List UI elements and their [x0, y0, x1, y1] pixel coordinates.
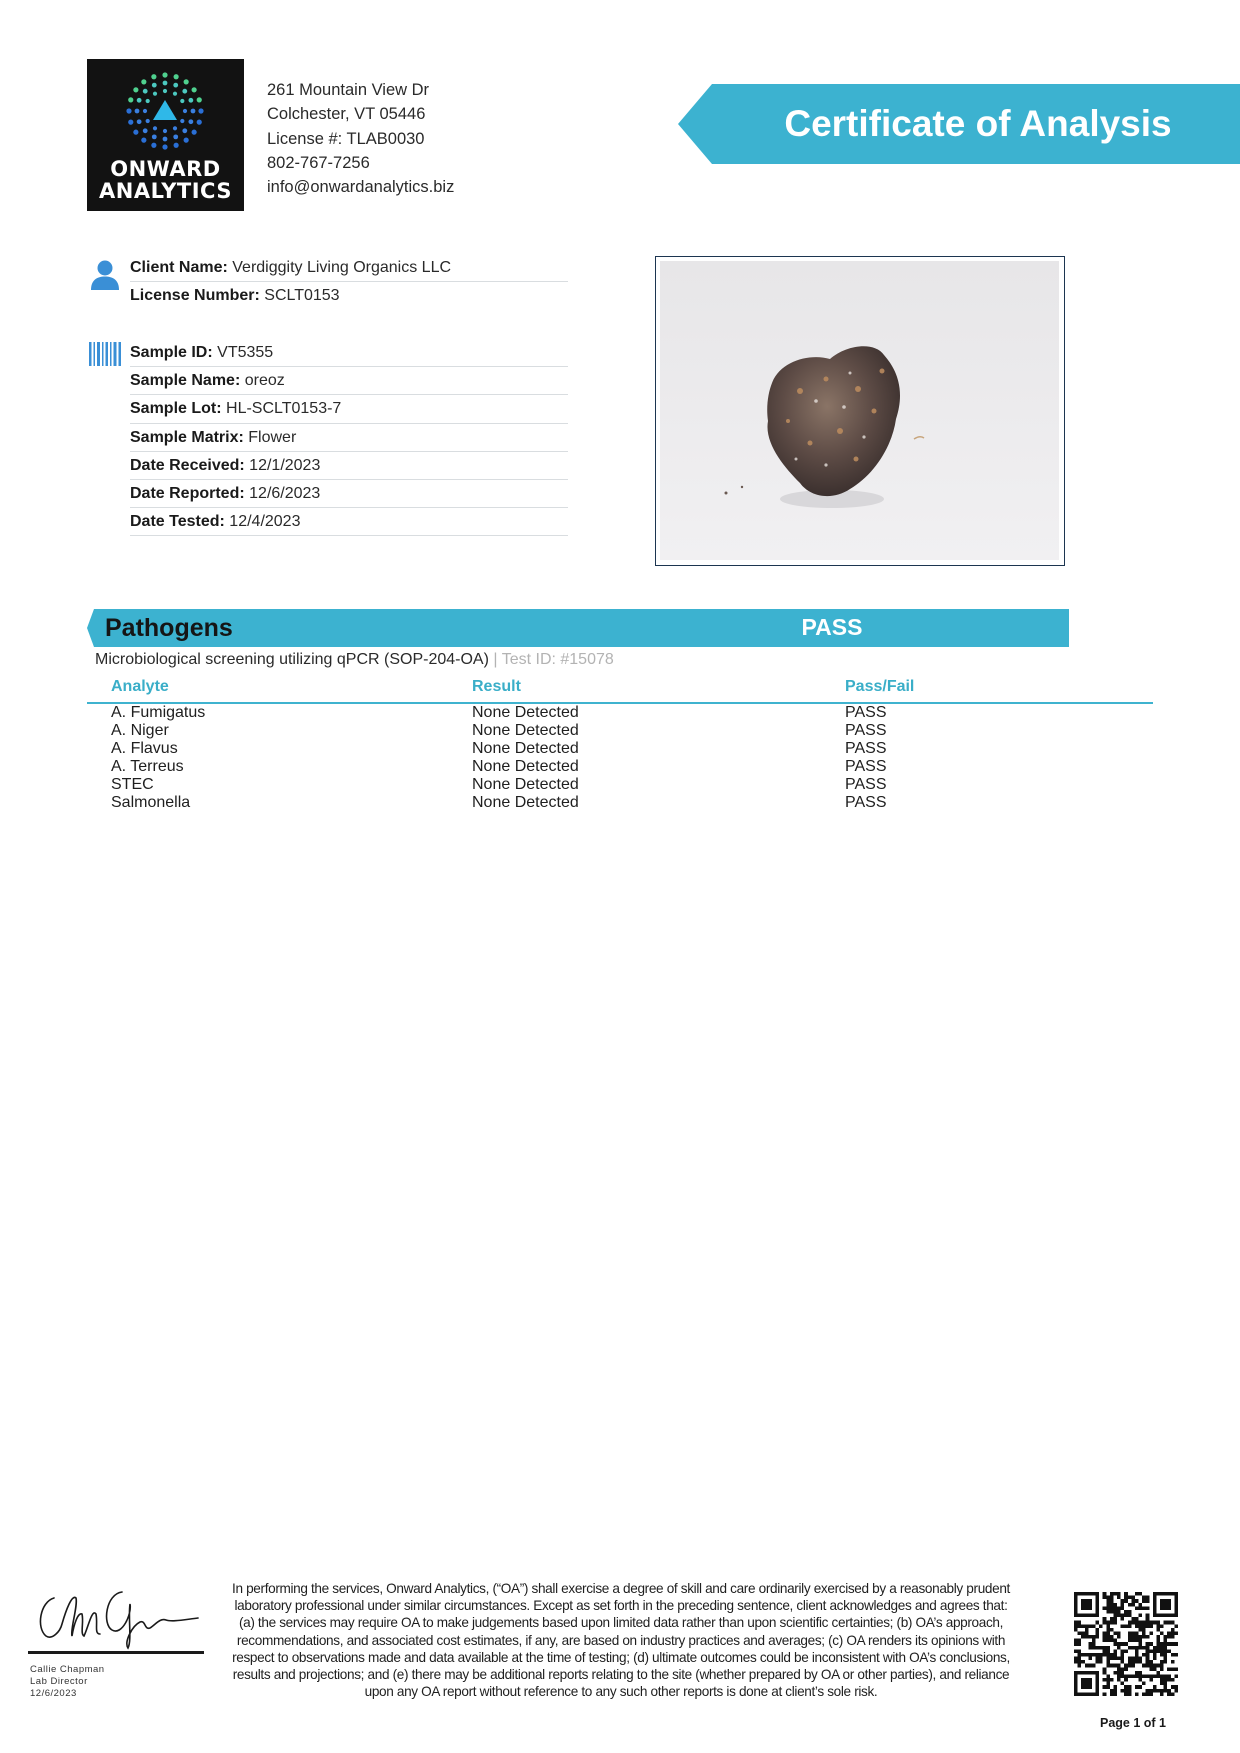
handwritten-signature [32, 1584, 202, 1650]
logo-dot [141, 79, 146, 84]
client-info [130, 254, 568, 310]
logo-dot [188, 98, 193, 103]
sample-name-label: Sample Name: [130, 372, 241, 390]
legal-disclaimer: In performing the services, Onward Analytics, (“OA”) shall exercise a degree of skill and care ordinarily exercised by a reasonably prudent laboratory professional under similar circumstances. Except as set forth in the preceding sentence, client acknowledges and agrees that: (a) the services may require OA to make judgements based upon limited data rather than upon scientific certainties; (b) OA’s approach, recommendations, and associated cost estimates, if any, are based on industry practices and averages; (c) OA renders its opinions with respect to observations made and data available at the time of testing; (d) ultimate outcomes could be inconsistent with OA’s conclusions, results and projections; and (e) there may be additional reports relating to the site (whether prepared by OA or other parties), and reliance upon any OA report without reference to any such other reports is done at client’s sole risk. [232, 1581, 1010, 1700]
page-number: Page 1 of 1 [1100, 1716, 1166, 1730]
logo-dot [197, 97, 202, 102]
logo-dot [182, 128, 187, 133]
table-row [87, 740, 1153, 758]
logo-dot [192, 130, 197, 135]
result-cell: None Detected [472, 740, 579, 757]
logo-dot [180, 99, 184, 103]
logo-dot [163, 129, 167, 133]
sample-id-label: Sample ID: [130, 344, 213, 361]
method-separator: | [493, 651, 498, 668]
sample-id-value: VT5355 [217, 344, 274, 361]
logo-dot [173, 126, 177, 130]
result-cell: None Detected [472, 704, 579, 721]
logo-dot [173, 83, 178, 88]
client-license-label: License Number: [130, 287, 260, 305]
date-received-row [130, 452, 568, 480]
result-cell: None Detected [472, 722, 579, 739]
pass-fail-cell: PASS [845, 722, 887, 739]
logo-dot [183, 109, 187, 113]
method-text: Microbiological screening utilizing qPCR (SOP-204-OA) [95, 651, 489, 668]
logo-dot [174, 74, 179, 79]
date-tested-label: Date Tested: [130, 513, 225, 531]
logo-dot [191, 109, 196, 114]
pathogens-title: Pathogens [105, 614, 233, 642]
logo-dot [163, 81, 168, 86]
pass-fail-cell: PASS [845, 794, 887, 811]
qr-code[interactable] [1074, 1592, 1178, 1696]
table-row [87, 722, 1153, 740]
date-received-value: 12/1/2023 [249, 456, 321, 474]
client-name-row [130, 254, 568, 282]
logo-dot [143, 128, 148, 133]
sample-lot-label: Sample Lot: [130, 400, 222, 418]
logo-dot [188, 119, 193, 124]
logo-dot [180, 119, 184, 123]
sample-lot-value: HL-SCLT0153-7 [226, 400, 342, 418]
logo-dots-icon [125, 71, 205, 157]
pass-fail-cell: PASS [845, 740, 887, 757]
logo-dot [192, 87, 197, 92]
analyte-cell: STEC [111, 776, 154, 793]
logo-dot [182, 89, 187, 94]
table-row [87, 794, 1153, 812]
logo-text-onward: ONWARD [110, 157, 221, 181]
sample-name-value: oreoz [244, 372, 285, 390]
logo-triangle [153, 100, 177, 120]
logo-dot [126, 108, 131, 113]
document-title: Certificate of Analysis [784, 103, 1172, 144]
sample-matrix-value: Flower [248, 428, 297, 446]
signed-date: 12/6/2023 [30, 1688, 77, 1699]
analyte-cell: A. Terreus [111, 758, 184, 775]
logo-dot [141, 138, 146, 143]
logo-dot [163, 137, 168, 142]
sample-name-row [130, 367, 568, 395]
sample-photo [655, 256, 1065, 566]
logo-dot [153, 126, 157, 130]
logo-dot [128, 97, 133, 102]
analyte-cell: A. Fumigatus [111, 704, 206, 721]
result-cell: None Detected [472, 794, 579, 811]
table-row [87, 758, 1153, 776]
logo-dot [133, 130, 138, 135]
logo-dot [184, 79, 189, 84]
result-cell: None Detected [472, 758, 579, 775]
sample-lot-row [130, 395, 568, 423]
date-reported-label: Date Reported: [130, 484, 245, 502]
logo-dot [151, 143, 156, 148]
logo-dot [137, 119, 142, 124]
pathogens-status-badge: PASS [801, 614, 863, 640]
logo-dot [153, 92, 157, 96]
logo-dot [162, 72, 167, 77]
logo-dot [146, 119, 150, 123]
lab-address-line1: 261 Mountain View Dr [267, 81, 430, 99]
pass-fail-cell: PASS [845, 776, 887, 793]
pathogens-section-header [87, 609, 1069, 647]
signer-name: Callie Chapman [30, 1664, 105, 1675]
sample-matrix-row [130, 424, 568, 452]
barcode-icon [89, 342, 121, 371]
col-header-pass-fail: Pass/Fail [845, 678, 915, 695]
company-logo [87, 59, 244, 211]
user-icon [89, 259, 121, 296]
logo-dot [162, 144, 167, 149]
lab-license: License #: TLAB0030 [267, 129, 425, 148]
client-license-row [130, 282, 568, 310]
sample-id-row [130, 339, 568, 367]
date-reported-value: 12/6/2023 [249, 484, 321, 502]
logo-dot [173, 134, 178, 139]
col-header-result: Result [472, 678, 521, 695]
flower-bud-image [660, 261, 1059, 560]
signer-title: Lab Director [30, 1676, 88, 1687]
lab-phone[interactable]: 802-767-7256 [267, 153, 370, 172]
logo-dot [128, 120, 133, 125]
date-tested-row [130, 508, 568, 536]
client-name-label: Client Name: [130, 259, 228, 276]
logo-dot [163, 89, 167, 93]
client-name-value: Verdiggity Living Organics LLC [232, 259, 452, 276]
logo-dot [198, 108, 203, 113]
test-id: Test ID: #15078 [501, 651, 614, 668]
date-received-label: Date Received: [130, 456, 245, 474]
logo-dot [151, 74, 156, 79]
logo-dot [152, 83, 157, 88]
analyte-cell: Salmonella [111, 794, 191, 811]
logo-dot [173, 92, 177, 96]
pass-fail-cell: PASS [845, 704, 887, 721]
logo-dot [197, 120, 202, 125]
lab-contact-block [267, 78, 454, 199]
date-reported-row [130, 480, 568, 508]
logo-dot [137, 98, 142, 103]
analyte-cell: A. Flavus [111, 740, 178, 757]
method-description [95, 649, 614, 671]
signer-block [30, 1664, 105, 1700]
col-header-analyte: Analyte [111, 678, 169, 695]
results-table-header [87, 676, 1153, 704]
logo-dot [133, 87, 138, 92]
qr-code-icon [1074, 1592, 1178, 1696]
logo-dot [143, 89, 148, 94]
logo-dot [135, 109, 140, 114]
lab-address-line2: Colchester, VT 05446 [267, 105, 426, 124]
table-row [87, 704, 1153, 722]
analyte-cell: A. Niger [111, 722, 169, 739]
logo-text-analytics: ANALYTICS [99, 179, 232, 203]
logo-dot [152, 134, 157, 139]
date-tested-value: 12/4/2023 [229, 513, 301, 531]
result-cell: None Detected [472, 776, 579, 793]
table-row [87, 776, 1153, 794]
document-title-banner [678, 84, 1240, 164]
logo-dot [143, 109, 147, 113]
sample-matrix-label: Sample Matrix: [130, 428, 244, 446]
results-table [87, 704, 1153, 812]
sample-info [130, 339, 568, 536]
signature [28, 1580, 204, 1654]
pass-fail-cell: PASS [845, 758, 887, 775]
logo-dot [146, 99, 150, 103]
logo-dot [184, 138, 189, 143]
logo-dot [174, 143, 179, 148]
client-license-value: SCLT0153 [264, 287, 340, 305]
lab-email[interactable]: info@onwardanalytics.biz [267, 178, 455, 197]
